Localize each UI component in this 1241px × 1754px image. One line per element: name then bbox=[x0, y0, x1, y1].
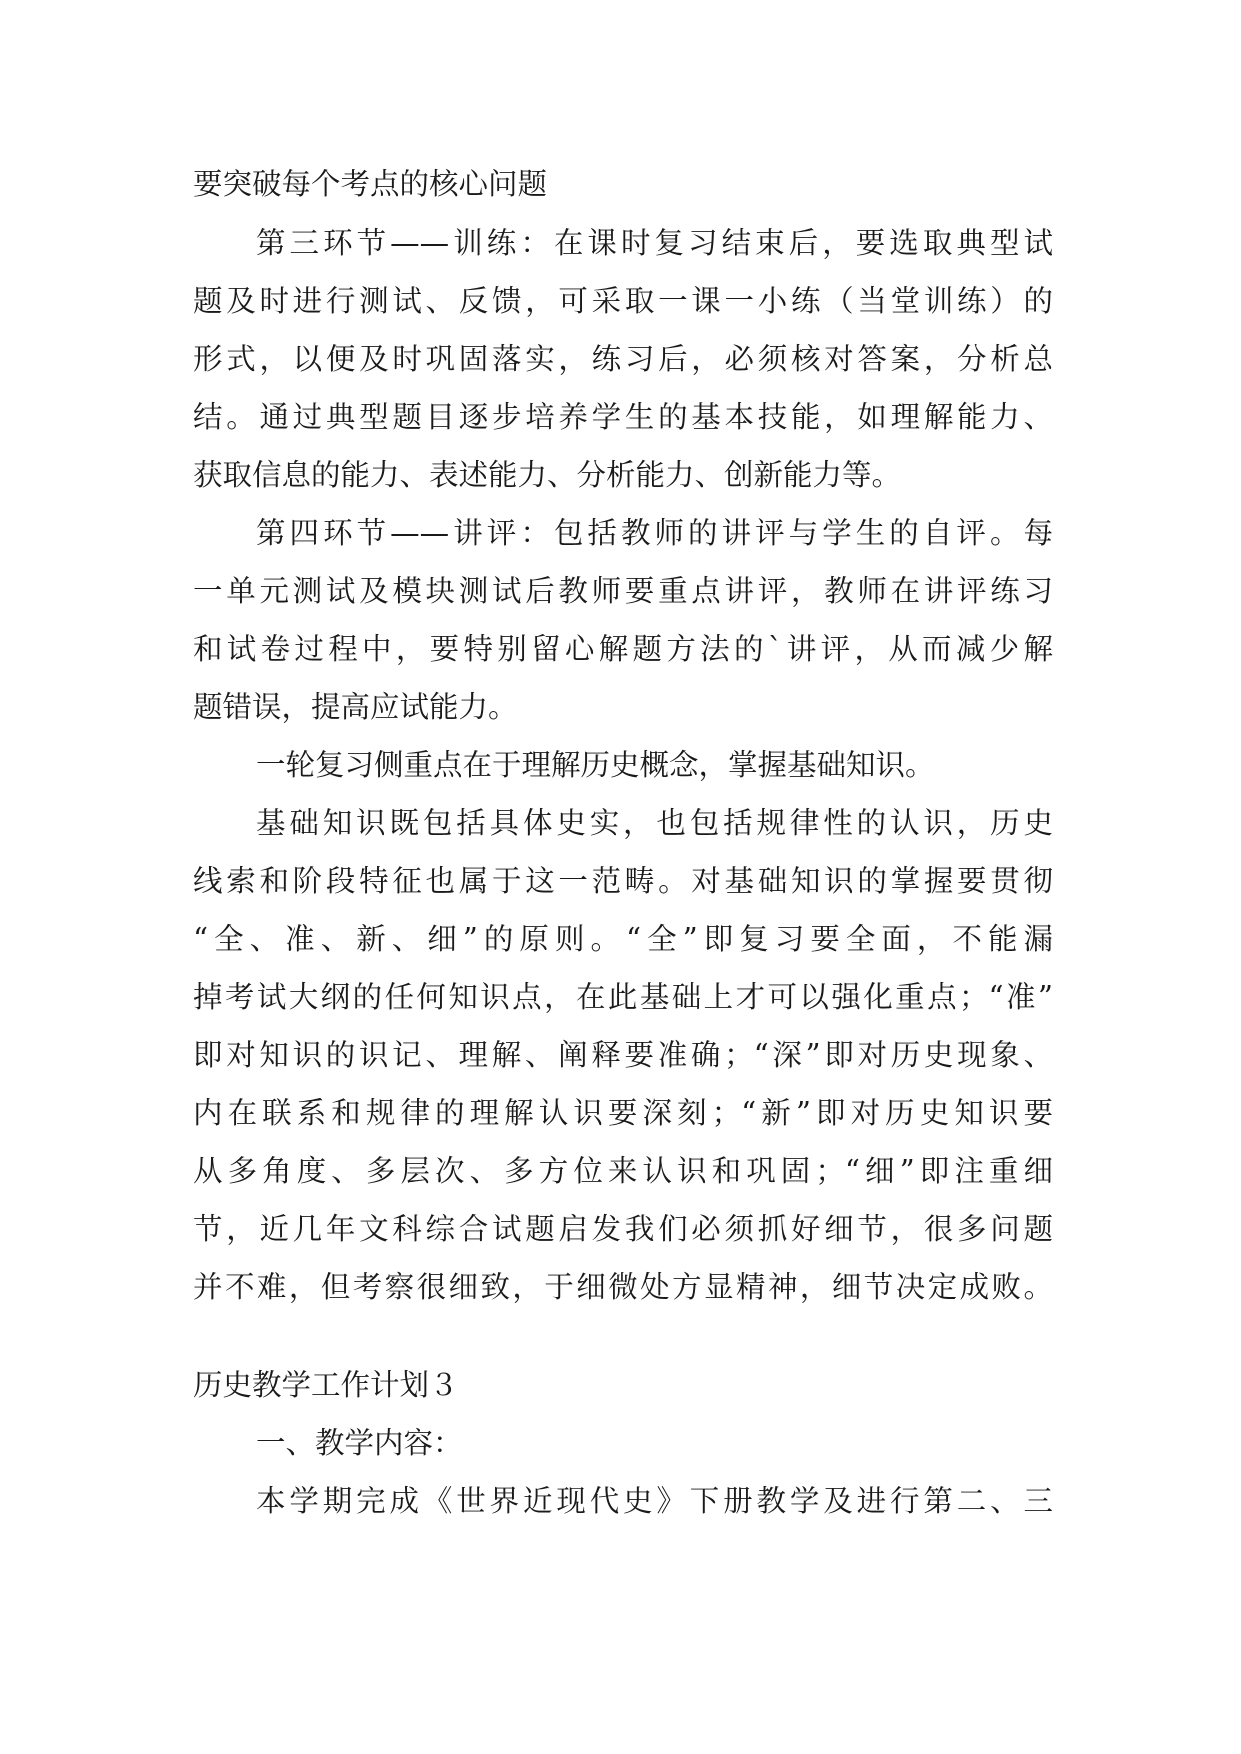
paragraph-line: 题及时进行测试、反馈，可采取一课一小练（当堂训练）的 bbox=[193, 284, 1053, 318]
paragraph-line: 题错误，提高应试能力。 bbox=[193, 690, 518, 724]
section-heading: 历史教学工作计划３ bbox=[193, 1368, 459, 1402]
paragraph-line: 并不难，但考察很细致，于细微处方显精神，细节决定成败。 bbox=[193, 1270, 1053, 1304]
paragraph-line: 一轮复习侧重点在于理解历史概念，掌握基础知识。 bbox=[256, 748, 935, 782]
paragraph-line: 获取信息的能力、表述能力、分析能力、创新能力等。 bbox=[193, 458, 902, 492]
paragraph-line: 从多角度、多层次、多方位来认识和巩固；“细”即注重细 bbox=[193, 1154, 1053, 1188]
paragraph-line: 形式，以便及时巩固落实，练习后，必须核对答案，分析总 bbox=[193, 342, 1053, 376]
paragraph-line: 一单元测试及模块测试后教师要重点讲评，教师在讲评练习 bbox=[193, 574, 1053, 608]
paragraph-line: 结。通过典型题目逐步培养学生的基本技能，如理解能力、 bbox=[193, 400, 1053, 434]
paragraph-line: 即对知识的识记、理解、阐释要准确；“深”即对历史现象、 bbox=[193, 1038, 1053, 1072]
paragraph-line: 第三环节——训练：在课时复习结束后，要选取典型试 bbox=[256, 226, 1053, 260]
paragraph-line: 节，近几年文科综合试题启发我们必须抓好细节，很多问题 bbox=[193, 1212, 1053, 1246]
paragraph-line: 线索和阶段特征也属于这一范畴。对基础知识的掌握要贯彻 bbox=[193, 864, 1053, 898]
paragraph-line: 基础知识既包括具体史实，也包括规律性的认识，历史 bbox=[256, 806, 1053, 840]
paragraph-line: 内在联系和规律的理解认识要深刻；“新”即对历史知识要 bbox=[193, 1096, 1053, 1130]
paragraph-line: 和试卷过程中，要特别留心解题方法的`讲评，从而减少解 bbox=[193, 632, 1053, 666]
paragraph-line: “全、准、新、细”的原则。“全”即复习要全面，不能漏 bbox=[193, 922, 1053, 956]
paragraph-line: 要突破每个考点的核心问题 bbox=[193, 167, 548, 201]
paragraph-line: 第四环节——讲评：包括教师的讲评与学生的自评。每 bbox=[256, 516, 1053, 550]
subsection-heading: 一、教学内容： bbox=[256, 1426, 463, 1460]
paragraph-line: 掉考试大纲的任何知识点，在此基础上才可以强化重点；“准” bbox=[193, 980, 1053, 1014]
paragraph-line: 本学期完成《世界近现代史》下册教学及进行第二、三 bbox=[256, 1484, 1053, 1518]
